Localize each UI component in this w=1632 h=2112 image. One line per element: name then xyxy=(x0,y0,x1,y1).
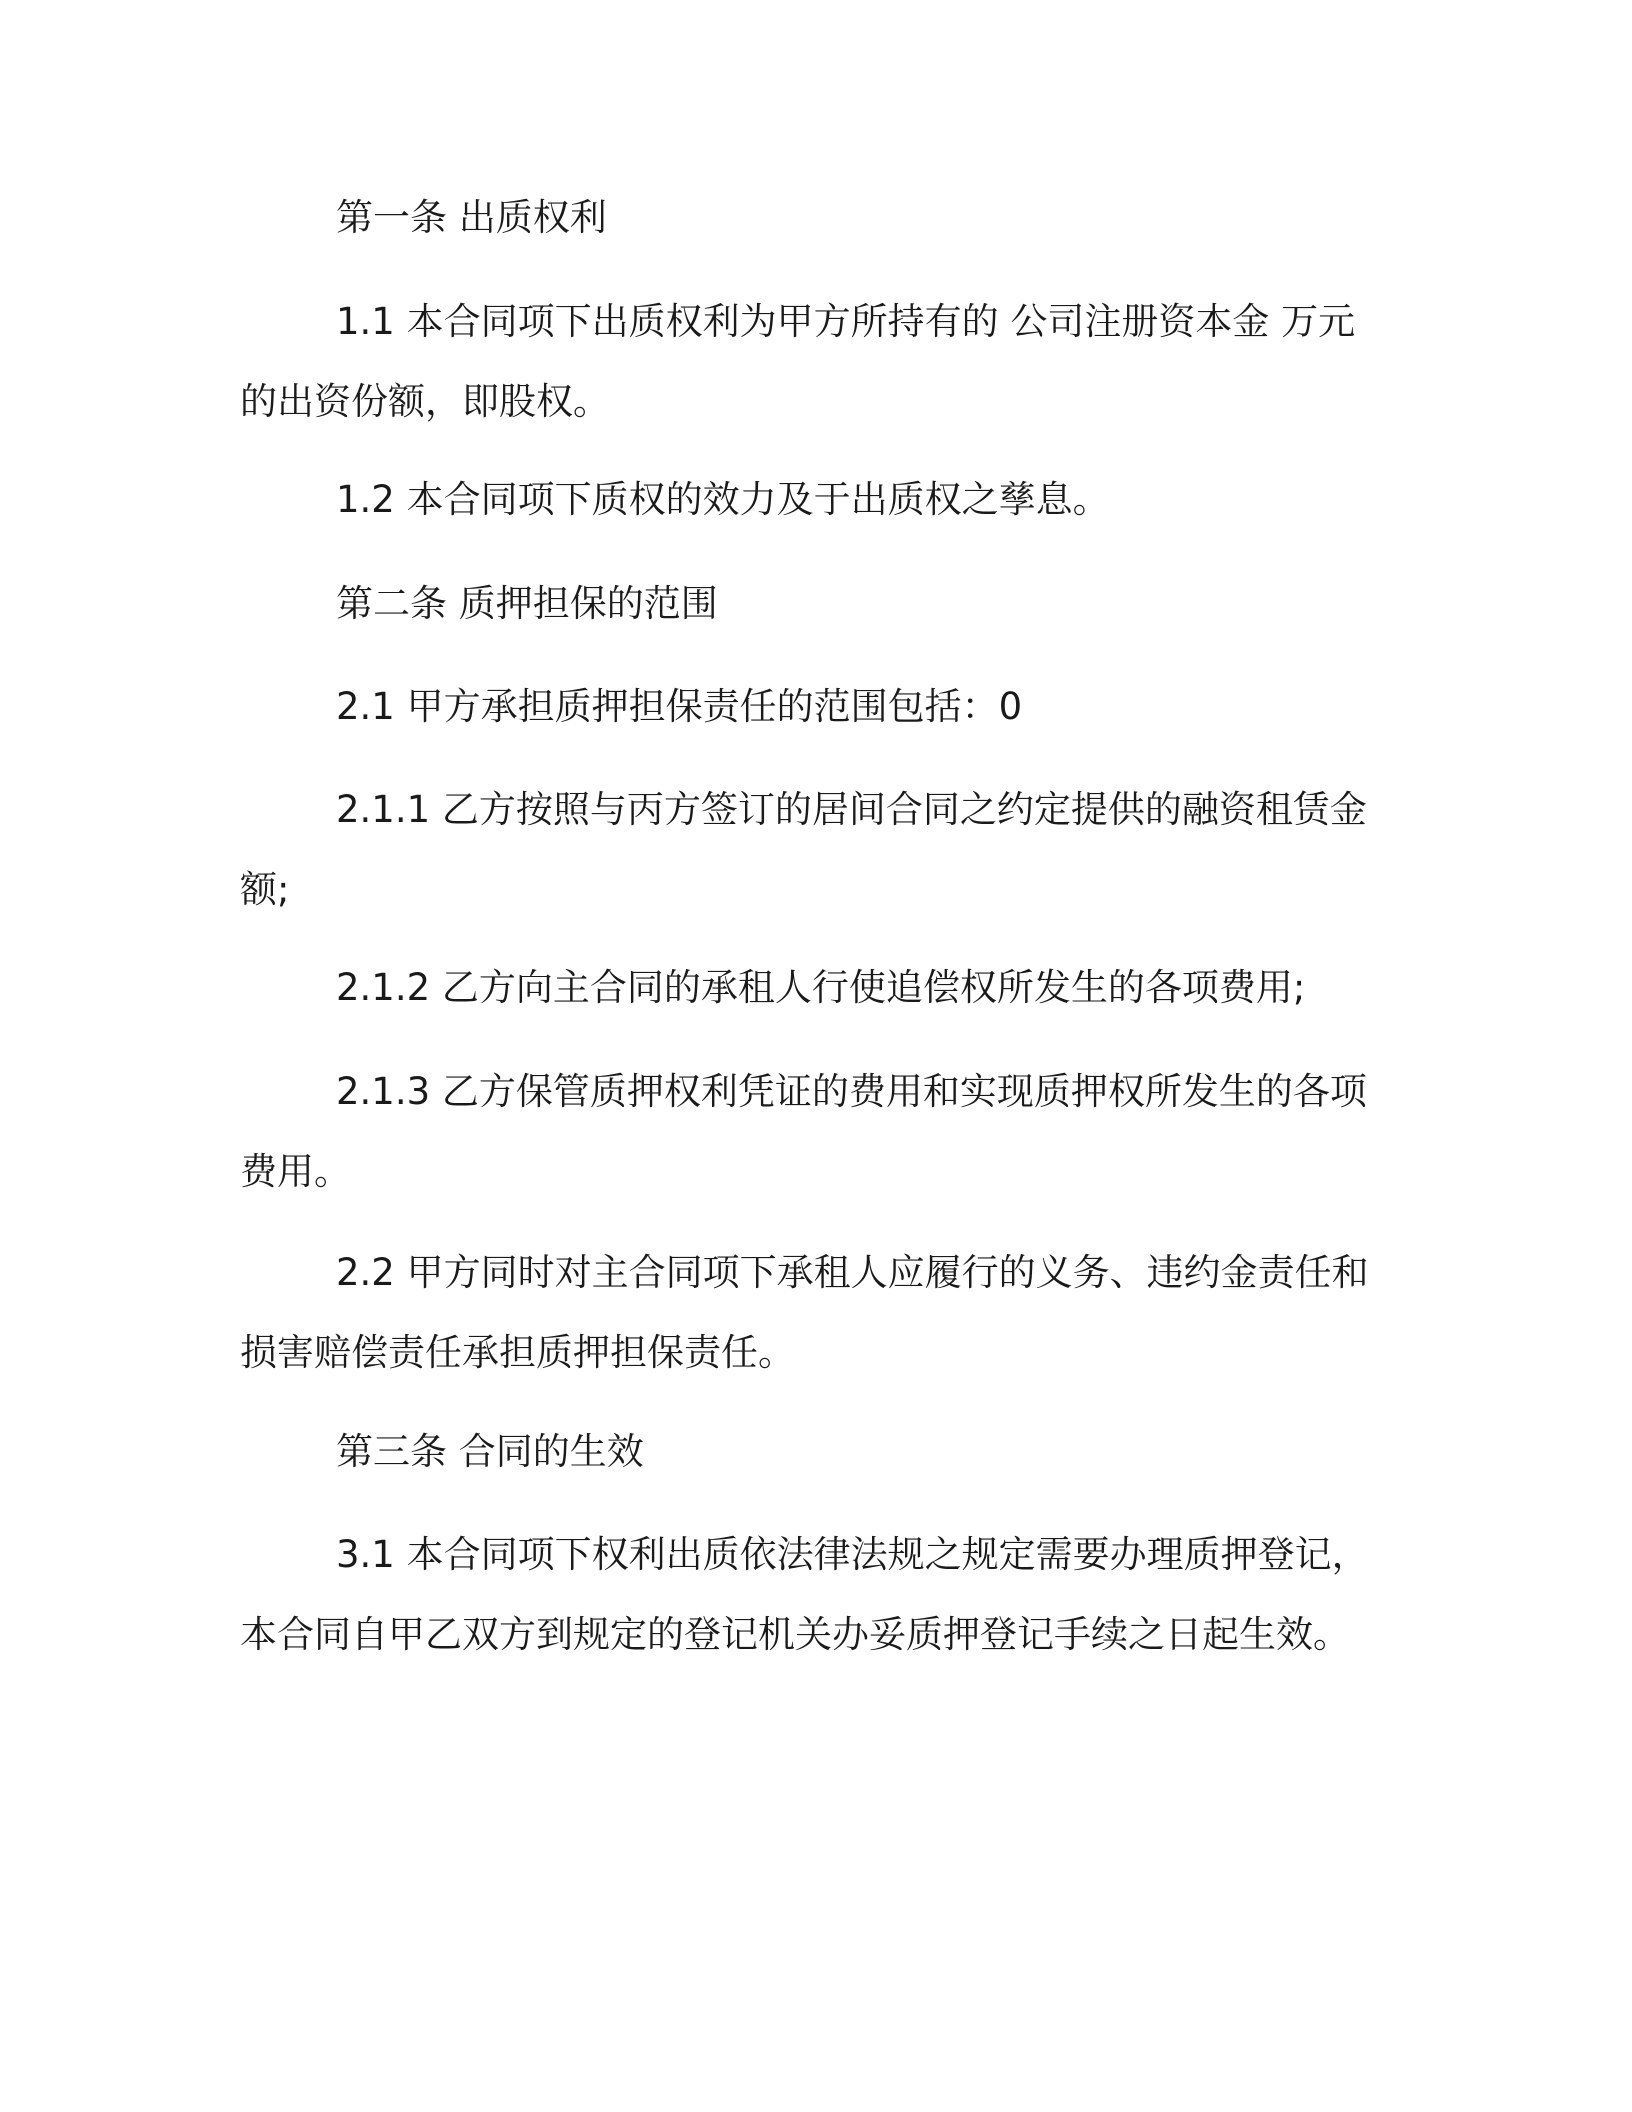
clause-2-1: 2.1 甲方承担质押担保责任的范围包括：0 xyxy=(336,685,1023,728)
clause-2-2: 2.2 甲方同时对主合同项下承租人应履行的义务、违约金责任和损害赔偿责任承担质押担保责任。 xyxy=(240,1251,1369,1374)
article-3-heading: 第三条 合同的生效 xyxy=(336,1430,644,1473)
clause-1-2: 1.2 本合同项下质权的效力及于出质权之孳息。 xyxy=(336,478,1110,521)
clause-2-1-1: 2.1.1 乙方按照与丙方签订的居间合同之约定提供的融资租赁金额; xyxy=(240,788,1367,911)
article-2-heading: 第二条 质押担保的范围 xyxy=(336,582,718,625)
clause-2-1-2: 2.1.2 乙方向主合同的承租人行使追偿权所发生的各项费用; xyxy=(336,966,1306,1009)
article-1-heading: 第一条 出质权利 xyxy=(336,196,607,239)
clause-3-1: 3.1 本合同项下权利出质依法律法规之规定需要办理质押登记，本合同自甲乙双方到规定的登记机关办妥质押登记手续之日起生效。 xyxy=(240,1533,1369,1656)
clause-1-1: 1.1 本合同项下出质权利为甲方所持有的 公司注册资本金 万元的出资份额，即股权。 xyxy=(240,300,1356,423)
clause-2-1-3: 2.1.3 乙方保管质押权利凭证的费用和实现质押权所发生的各项费用。 xyxy=(240,1070,1367,1193)
